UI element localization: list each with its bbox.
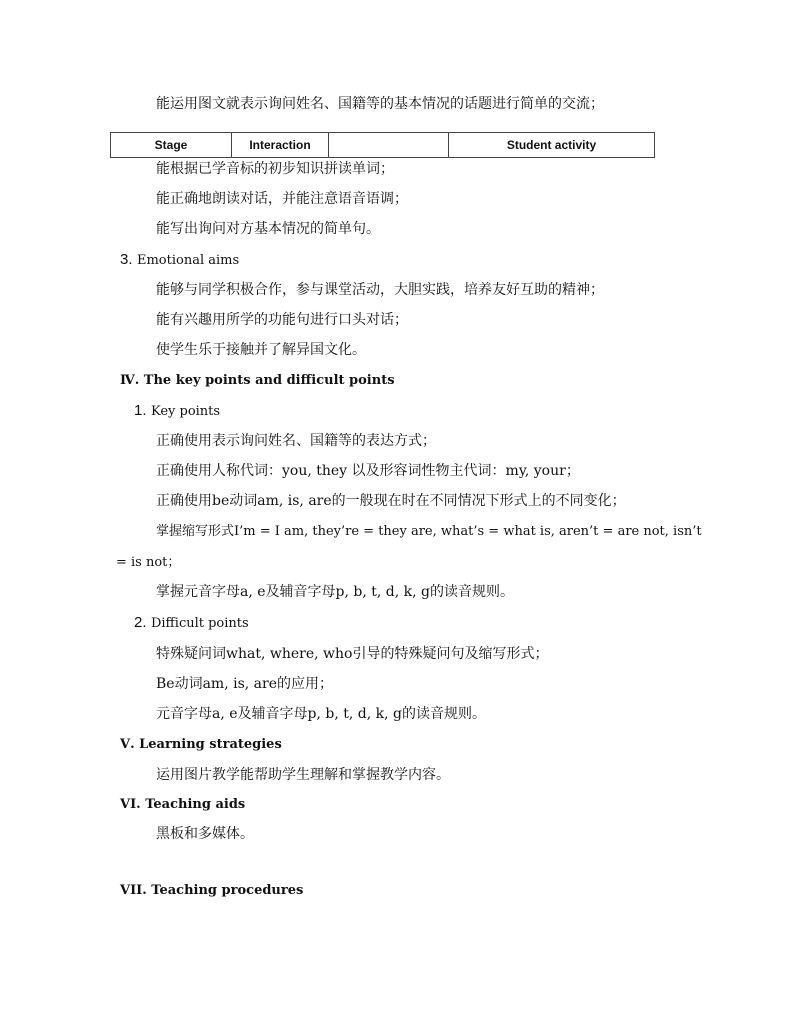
strategy-line: 运用图片教学能帮助学生理解和掌握教学内容。: [156, 767, 450, 783]
line-writing: 能写出询问对方基本情况的简单句。: [156, 221, 380, 237]
difficult-point-3: 元音字母a, e及辅音字母p, b, t, d, k, g的读音规则。: [156, 706, 486, 722]
col-stage: Stage: [111, 133, 232, 158]
key-point-4: 掌握缩写形式I’m = I am, they’re = they are, what’s = what is, aren’t = are not, isn’t: [156, 524, 702, 539]
section-v-heading: Ⅴ. Learning strategies: [120, 737, 282, 752]
difficult-point-2: Be动词am, is, are的应用；: [156, 676, 333, 692]
section-vi-heading: VI. Teaching aids: [120, 797, 246, 812]
aids-line: 黑板和多媒体。: [156, 826, 254, 842]
key-title: Key points: [150, 404, 221, 419]
diff-num: 2.: [134, 614, 147, 631]
line-phonics: 能根据已学音标的初步知识拼读单词；: [156, 161, 394, 177]
emotional-num: 3.: [120, 251, 133, 268]
key-point-5: 掌握元音字母a, e及辅音字母p, b, t, d, k, g的读音规则。: [156, 584, 514, 600]
key-point-4-cont: = is not；: [116, 555, 181, 570]
section-iv-heading: Ⅳ. The key points and difficult points: [120, 373, 395, 388]
line-communication: 能运用图文就表示询问姓名、国籍等的基本情况的话题进行简单的交流；: [156, 96, 604, 112]
key-point-3: 正确使用be动词am, is, are的一般现在时在不同情况下形式上的不同变化；: [156, 493, 626, 509]
line-reading: 能正确地朗读对话，并能注意语音语调；: [156, 191, 408, 207]
key-point-1: 正确使用表示询问姓名、国籍等的表达方式；: [156, 433, 436, 449]
line-cooperation: 能够与同学积极合作，参与课堂活动，大胆实践，培养友好互助的精神；: [156, 282, 604, 298]
key-num: 1.: [134, 402, 147, 419]
emotional-title: Emotional aims: [136, 253, 240, 268]
emotional-aims-heading: [120, 251, 239, 270]
diff-title: Difficult points: [150, 616, 249, 631]
procedure-table-header: [110, 132, 655, 158]
col-interaction: Interaction: [232, 133, 329, 158]
section-vii-heading: VII. Teaching procedures: [120, 883, 304, 898]
key-point-2: 正确使用人称代词：you, they 以及形容词性物主代词：my, your；: [156, 463, 580, 479]
difficult-point-1: 特殊疑问词what, where, who引导的特殊疑问句及缩写形式；: [156, 646, 549, 662]
col-empty: [329, 133, 449, 158]
line-culture: 使学生乐于接触并了解异国文化。: [156, 342, 366, 358]
difficult-points-heading: [134, 614, 249, 633]
col-student-activity: Student activity: [449, 133, 655, 158]
key-points-heading: [134, 402, 220, 421]
line-interest: 能有兴趣用所学的功能句进行口头对话；: [156, 312, 408, 328]
